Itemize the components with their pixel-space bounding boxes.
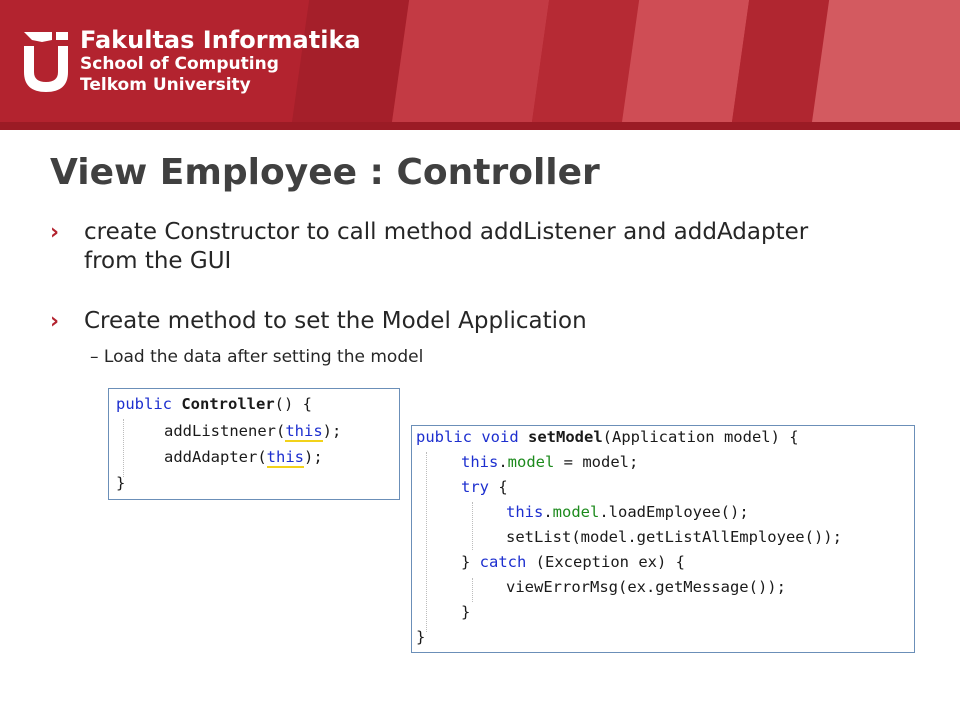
indent-guide [123, 419, 124, 477]
code-text: (Exception ex) { [526, 553, 685, 571]
keyword-highlighted: this [266, 448, 304, 466]
code-text: ); [322, 422, 342, 440]
code-text: } [461, 603, 471, 621]
field-name: model [507, 453, 555, 471]
code-text: addListnener( [164, 422, 286, 440]
code-line [116, 474, 125, 492]
sub-bullet-dash: – [90, 347, 99, 367]
code-text: () { [274, 395, 312, 413]
code-line [461, 603, 470, 621]
code-text: (Application model) { [602, 428, 799, 446]
code-snippet-setmodel [411, 425, 915, 653]
decorative-stripe [391, 0, 549, 130]
sub-bullet [90, 347, 423, 367]
code-line [461, 553, 685, 571]
code-line [506, 528, 842, 546]
code-text: ); [303, 448, 323, 466]
code-text: addAdapter( [164, 448, 267, 466]
code-line [461, 478, 508, 496]
bullet-2-text: Create method to set the Model Application [84, 308, 587, 334]
sub-bullet-text: Load the data after setting the model [103, 347, 424, 367]
bullet-1 [50, 218, 824, 276]
header-bottom-line [0, 122, 960, 130]
code-line [506, 578, 786, 596]
keyword: public void [416, 428, 519, 446]
keyword: this [461, 453, 499, 471]
brand-line-university: Telkom University [80, 75, 251, 95]
code-line [506, 503, 749, 521]
slide-title: View Employee : Controller [50, 152, 600, 193]
brand-text [80, 26, 361, 96]
code-line [164, 448, 323, 466]
code-line [461, 453, 638, 471]
bullet-1-text: create Constructor to call method addListener and addAdapter from the GUI [84, 219, 809, 274]
header-banner [0, 0, 960, 130]
bullet-2 [50, 307, 824, 336]
keyword: this [506, 503, 544, 521]
code-text: } [461, 553, 480, 571]
code-text: { [489, 478, 508, 496]
code-text: setList(model.getListAllEmployee()); [506, 528, 842, 546]
code-text: .loadEmployee(); [599, 503, 749, 521]
chevron-right-icon: › [50, 309, 60, 334]
code-line [164, 422, 341, 440]
indent-guide [472, 502, 473, 550]
brand-line-school: School of Computing [80, 54, 279, 74]
code-line [416, 428, 799, 446]
code-line [416, 628, 425, 646]
code-snippet-constructor [108, 388, 400, 500]
brand-line-faculty: Fakultas Informatika [80, 26, 361, 54]
keyword: try [461, 478, 489, 496]
code-text: = model; [554, 453, 639, 471]
keyword: public [116, 395, 172, 413]
indent-guide [472, 578, 473, 602]
code-line [116, 395, 312, 413]
field-name: model [552, 503, 600, 521]
decorative-stripe [621, 0, 749, 130]
method-name: setModel [528, 428, 603, 446]
indent-guide [426, 452, 427, 632]
decorative-stripe [811, 0, 960, 130]
code-text: } [416, 628, 426, 646]
method-name: Controller [181, 395, 275, 413]
keyword: catch [479, 553, 527, 571]
keyword-highlighted: this [285, 422, 323, 440]
code-text: } [116, 474, 126, 492]
telkom-university-logo-icon [22, 28, 70, 100]
code-text: . [498, 453, 508, 471]
code-text: viewErrorMsg(ex.getMessage()); [506, 578, 786, 596]
chevron-right-icon: › [50, 220, 60, 245]
code-text: . [543, 503, 553, 521]
